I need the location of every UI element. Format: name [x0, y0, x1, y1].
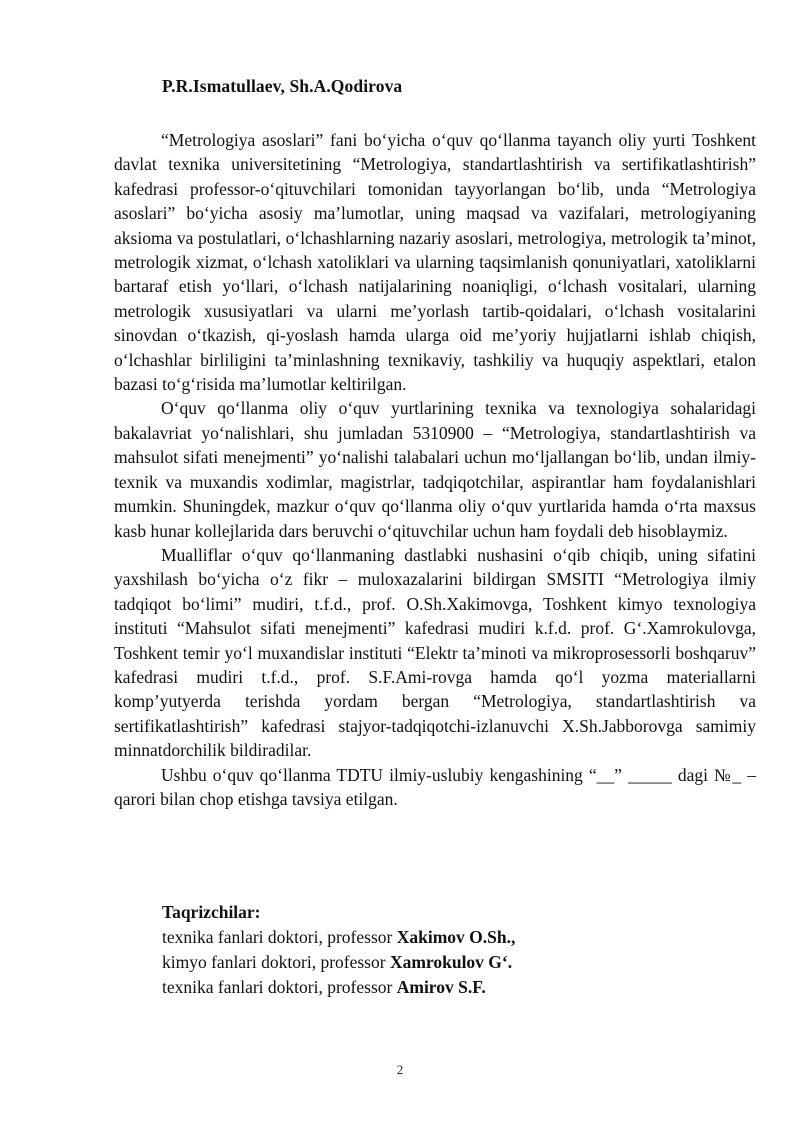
- reviewer-title: texnika fanlari doktori, professor: [162, 927, 397, 947]
- reviewers-section: [162, 900, 515, 1000]
- paragraph-description: “Metrologiya asoslari” fani bo‘yicha o‘quv qo‘llanma tayanch oliy yurti Toshkent davlat texnika universitetining “Metrologiya, standartlashtirish va sertifikatlashtirish” kafedrasi professor-o‘qituvchilari tomonidan tayyorlangan bo‘lib, unda “Metrologiya asoslari” bo‘yicha asosiy ma’lumotlar, uning maqsad va vazifalari, metrologiyaning aksioma va postulatlari, o‘lchashlarning nazariy asoslari, metrologiya, metrologik ta’minot, metrologik xizmat, o‘lchash xatoliklari va ularning taqsimlanish qonuniyatlari, xatoliklarni bartaraf etish yo‘llari, o‘lchash natijalarining noaniqligi, o‘lchash vositalari, ularning metrologik xususiyatlari va ularni me’yorlash tartib-qoidalari, o‘lchash vositalarini sinovdan o‘tkazish, qi-yoslash hamda ularga oid me’yoriy hujjatlarni ishlab chiqish, o‘lchashlar birliligini ta’minlashning texnikaviy, tashkiliy va huquqiy aspektlari, etalon bazasi to‘g‘risida ma’lumotlar keltirilgan.: [114, 130, 756, 395]
- reviewer-name: Xamrokulov G‘.: [389, 952, 513, 972]
- reviewer-line: [162, 925, 515, 950]
- reviewer-title: texnika fanlari doktori, professor: [162, 977, 397, 997]
- reviewer-line: [162, 975, 515, 1000]
- authors-heading: P.R.Ismatullaev, Sh.A.Qodirova: [162, 76, 403, 96]
- paragraph-acknowledgements: Mualliflar o‘quv qo‘llanmaning dastlabki nushasini o‘qib chiqib, uning sifatini yaxshilash bo‘yicha o‘z fikr – muloxazalarini bildirgan SMSITI “Metrologiya ilmiy tadqiqot bo‘limi” mudiri, t.f.d., prof. O.Sh.Xakimovga, Toshkent kimyo texnologiya instituti “Mahsulot sifati menejmenti” kafedrasi mudiri k.f.d. prof. G‘.Xamrokulovga, Toshkent temir yo‘l muxandislar instituti “Elektr ta’minoti va mikroprosessorli boshqaruv” kafedrasi mudiri t.f.d., prof. S.F.Ami-rovga hamda qo‘l yozma materiallarni komp’yutyerda terishda yordam bergan “Metrologiya, standartlashtirish va sertifikatlashtirish” kafedrasi stajyor-tadqiqotchi-izlanuvchi X.Sh.Jabborovga samimiy minnatdorchilik bildiradilar.: [114, 544, 756, 761]
- paragraph-audience: O‘quv qo‘llanma oliy o‘quv yurtlarining texnika va texnologiya sohalaridagi bakalavriat yo‘nalishlari, shu jumladan 5310900 – “Metrologiya, standartlashtirish va mahsulot sifati menejmenti” yo‘nalishi talabalari uchun mo‘ljallangan bo‘lib, undan ilmiy-texnik va muxandis xodimlar, magistrlar, tadqiqotchilar, aspirantlar ham foydalanishlari mumkin. Shuningdek, mazkur o‘quv qo‘llanma oliy o‘quv yurtlarida hamda o‘rta maxsus kasb hunar kollejlarida dars beruvchi o‘qituvchilar uchun ham foydali deb hisoblaymiz.: [114, 398, 756, 541]
- reviewers-heading: Taqrizchilar:: [162, 902, 261, 922]
- page-number: 2: [396, 1062, 404, 1077]
- paragraph-approval: Ushbu o‘quv qo‘llanma TDTU ilmiy-uslubiy kengashining “__” _____ dagi №_ – qarori bilan chop etishga tavsiya etilgan.: [114, 764, 756, 809]
- reviewer-name: Xakimov O.Sh.,: [396, 927, 516, 947]
- reviewer-name: Amirov S.F.: [396, 977, 486, 997]
- reviewer-title: kimyo fanlari doktori, professor: [162, 952, 390, 972]
- reviewer-line: [162, 950, 515, 975]
- body-text: [114, 128, 756, 811]
